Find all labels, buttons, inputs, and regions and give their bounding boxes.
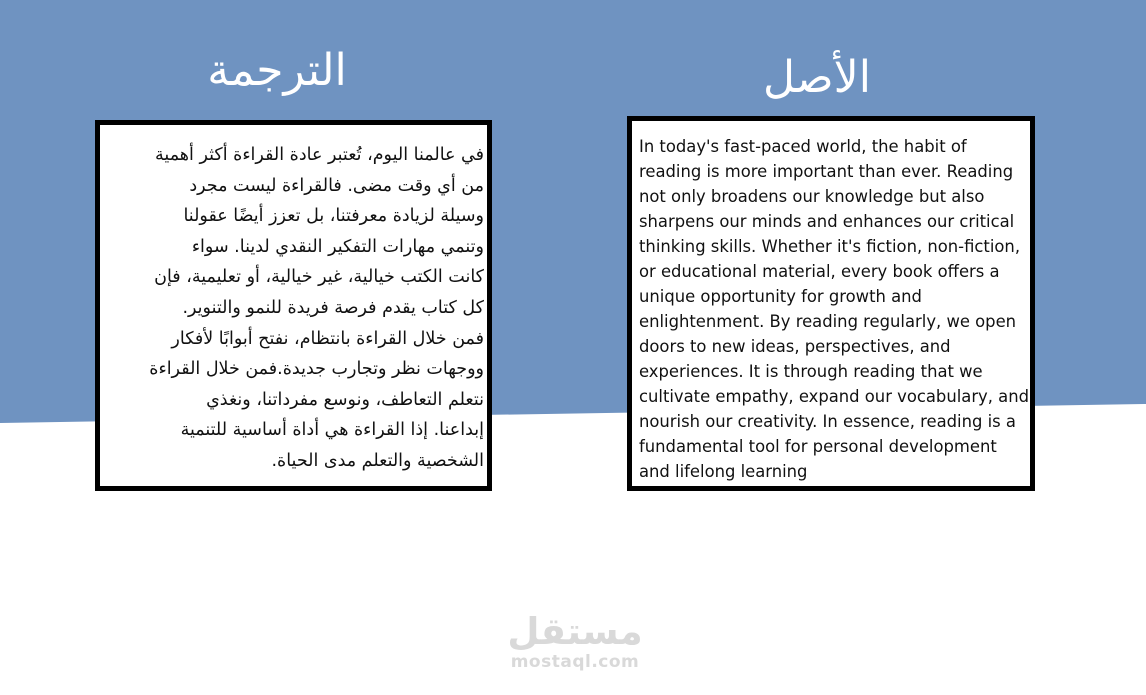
translation-line: كانت الكتب خيالية، غير خيالية، أو تعليمية، فإن: [154, 267, 484, 288]
original-text-box: [627, 116, 1035, 491]
translation-line: في عالمنا اليوم، تُعتبر عادة القراءة أكثر أهمية: [155, 145, 484, 165]
original-line: experiences. It is through reading that we: [639, 362, 983, 381]
original-line: cultivate empathy, expand our vocabulary, and: [639, 387, 1030, 406]
original-line: reading is more important than ever. Reading: [639, 162, 1014, 181]
original-heading: الأصل: [762, 52, 871, 103]
original-line: sharpens our minds and enhances our critical: [639, 212, 1015, 231]
translation-line: كل كتاب يقدم فرصة فريدة للنمو والتنوير.: [182, 297, 484, 318]
translation-line: نتعلم التعاطف، ونوسع مفرداتنا، ونغذي: [206, 389, 484, 410]
original-line: and lifelong learning: [639, 462, 808, 481]
original-line: or educational material, every book offers a: [639, 262, 1000, 281]
original-line: not only broadens our knowledge but also: [639, 187, 985, 206]
translation-text-box: [95, 120, 492, 491]
translation-line: وتنمي مهارات التفكير النقدي لدينا. سواء: [191, 236, 484, 257]
translation-line: فمن خلال القراءة بانتظام، نفتح أبوابًا لأفكار: [171, 328, 484, 349]
original-line: enlightenment. By reading regularly, we open: [639, 312, 1017, 331]
translation-line: وسيلة لزيادة معرفتنا، بل تعزز أيضًا عقولنا: [183, 206, 484, 227]
translation-line: ووجهات نظر وتجارب جديدة.فمن خلال القراءة: [149, 359, 484, 380]
translation-line: الشخصية والتعلم مدى الحياة.: [271, 450, 484, 471]
translation-line: إبداعنا. إذا القراءة هي أداة أساسية للتنمية: [180, 420, 484, 441]
original-line: doors to new ideas, perspectives, and: [639, 337, 951, 356]
original-line: In today's fast-paced world, the habit of: [639, 137, 967, 156]
watermark-logo: مستقل: [507, 610, 643, 653]
translation-heading: الترجمة: [207, 45, 347, 96]
original-line: unique opportunity for growth and: [639, 287, 922, 306]
original-line: thinking skills. Whether it's fiction, non-fiction,: [639, 237, 1021, 256]
translation-line: من أي وقت مضى. فالقراءة ليست مجرد: [189, 175, 484, 196]
original-line: nourish our creativity. In essence, reading is a: [639, 412, 1016, 431]
watermark-url: mostaql.com: [510, 652, 640, 672]
mostaql-watermark: [495, 612, 655, 672]
original-line: fundamental tool for personal development: [639, 437, 997, 456]
